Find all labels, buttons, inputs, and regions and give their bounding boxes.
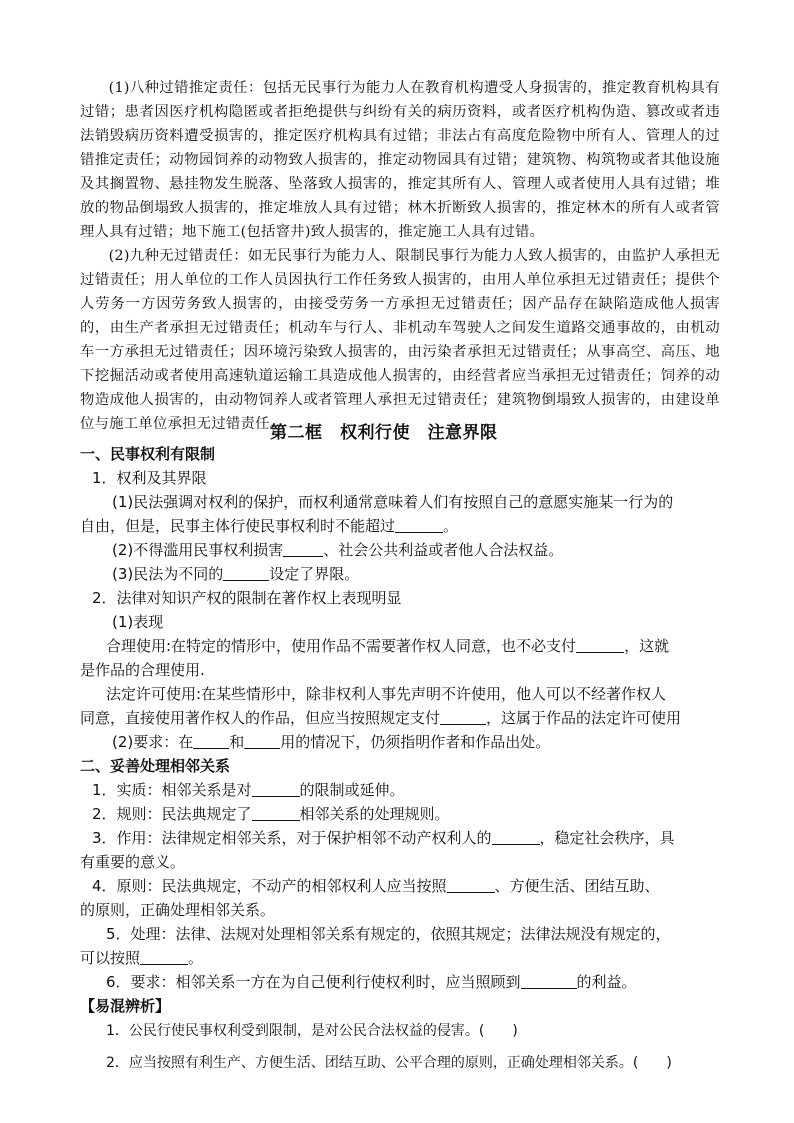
item-2-2: (2)要求：在 和 用的情况下，仍须指明作者和作品出处。 [112, 733, 551, 751]
statutory-license-line2: 同意，直接使用著作权人的作品，但应当按照规定支付 ，这属于作品的法定许可使用 [80, 709, 682, 727]
fill-blank [244, 733, 280, 749]
fill-blank [283, 541, 323, 557]
section-title: 第二框 权利行使 注意界限 [270, 423, 498, 443]
fill-blank [492, 829, 540, 845]
item-2-1: (1)表现 [112, 613, 164, 631]
confusion-q2: 2．应当按照有利生产、方便生活、团结互助、公平合理的原则，正确处理相邻关系。( ) [106, 1055, 672, 1071]
item-1-2: (2)不得滥用民事权利损害 、社会公共利益或者他人合法权益。 [112, 541, 564, 559]
lesson-section [80, 0, 720, 1123]
item-1-1-line1: (1)民法强调对权利的保护，而权利通常意味着人们有按照自己的意愿实施某一行为的 [112, 493, 674, 511]
item-requirement: 6．要求：相邻关系一方在为自己便利行使权利时，应当照顾到 的利益。 [106, 973, 637, 991]
heading-neighbor-relations: 二、妥善处理相邻关系 [80, 757, 231, 775]
item-function: 3．作用：法律规定相邻关系，对于保护相邻不动产权利人的 ，稳定社会秩序，具 [92, 829, 675, 847]
fill-blank [140, 949, 188, 965]
fill-blank [193, 733, 229, 749]
item-1-3: (3)民法为不同的 设定了界限。 [112, 565, 360, 583]
item-copyright: 2．法律对知识产权的限制在著作权上表现明显 [92, 589, 402, 607]
item-principle: 4．原则：民法典规定，不动产的相邻权利人应当按照 、方便生活、团结互助、 [92, 877, 660, 895]
fill-blank [252, 781, 300, 797]
presumed-fault-paragraph: (1)八种过错推定责任：包括无民事行为能力人在教育机构遭受人身损害的，推定教育机构具有过错；患者因医疗机构隐匿或者拒绝提供与纠纷有关的病历资料，或者医疗机构伪造、篡改或者违法销毁病历资料遭受损害的，推定医疗机构具有过错；非法占有高度危险物中所有人、管理人的过错推定责任；动物园饲养的动物致人损害的，推定动物园具有过错；建筑物、构筑物或者其他设施及其搁置物、悬挂物发生脱落、坠落致人损害的，推定其所有人、管理人或者使用人具有过错；堆放的物品倒塌致人损害的，推定堆放人具有过错；林木折断致人损害的，推定林木的所有人或者管理人具有过错；地下施工(包括窨井)致人损害的，推定施工人具有过错。 [80, 80, 720, 240]
fill-blank [576, 637, 624, 653]
item-rights-and-limits: 1．权利及其界限 [92, 469, 207, 487]
fill-blank [223, 565, 269, 581]
fill-blank [521, 973, 577, 989]
confusion-q1: 1．公民行使民事权利受到限制，是对公民合法权益的侵害。( ) [106, 1023, 518, 1039]
item-handling-cont: 可以按照 。 [80, 949, 204, 967]
item-principle-cont: 的原则，正确处理相邻关系。 [80, 901, 276, 919]
heading-rights-limited: 一、民事权利有限制 [80, 445, 216, 463]
fill-blank [252, 805, 300, 821]
fill-blank [395, 517, 443, 533]
fair-use-line2: 是作品的合理使用. [80, 661, 205, 679]
no-fault-paragraph: (2)九种无过错责任：如无民事行为能力人、限制民事行为能力人致人损害的，由监护人承担无过错责任；用人单位的工作人员因执行工作任务致人损害的，由用人单位承担无过错责任；提供个人劳务一方因劳务致人损害的，由接受劳务一方承担无过错责任；因产品存在缺陷造成他人损害的，由生产者承担无过错责任；机动车与行人、非机动车驾驶人之间发生道路交通事故的，由机动车一方承担无过错责任；因环境污染致人损害的，由污染者承担无过错责任；从事高空、高压、地下挖掘活动或者使用高速轨道运输工具造成他人损害的，由经营者应当承担无过错责任；饲养的动物造成他人损害的，由动物饲养人或者管理人承担无过错责任；建筑物倒塌致人损害的，由建设单位与施工单位承担无过错责任。 [80, 248, 720, 432]
fill-blank [440, 709, 486, 725]
item-rules: 2．规则：民法典规定了 相邻关系的处理规则。 [92, 805, 450, 823]
item-function-cont: 有重要的意义。 [80, 853, 186, 871]
fill-blank [447, 877, 495, 893]
statutory-license-line1: 法定许可使用:在某些情形中，除非权利人事先声明不许使用，他人可以不经著作权人 [106, 685, 667, 703]
heading-confusion: 【易混辨析】 [80, 997, 171, 1015]
item-essence: 1．实质：相邻关系是对 的限制或延伸。 [92, 781, 405, 799]
fair-use-line1: 合理使用:在特定的情形中，使用作品不需要著作权人同意，也不必支付 ，这就 [106, 637, 670, 655]
item-1-1-line2: 自由，但是，民事主体行使民事权利时不能超过 。 [80, 517, 459, 535]
item-handling: 5．处理：法律、法规对处理相邻关系有规定的，依照其规定；法律法规没有规定的， [106, 925, 671, 943]
